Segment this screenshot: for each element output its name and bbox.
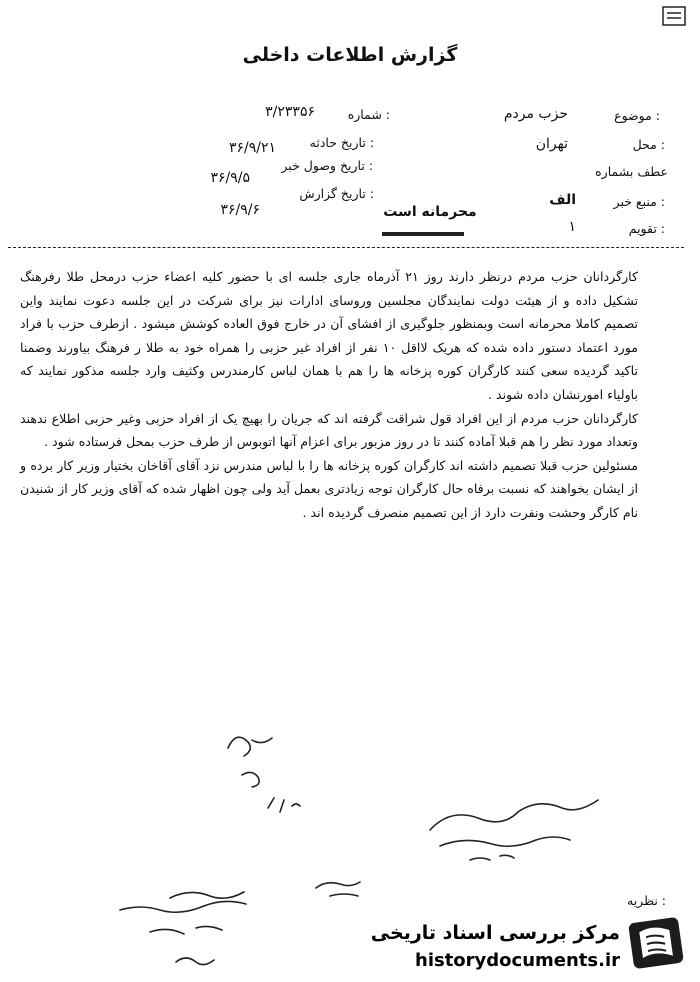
body-paragraph: کارگردانان حزب مردم درنظر دارند روز ۲۱ آذرماه جاری جلسه ای با حضور کلیه اعضاء حزب درمحل طلا رفرهنگ تشکیل داده و از هیئت دولت نمایندگان مجلسین وروسای ادارات نیز برای شرکت در این جلسه دعوت نمایند واین تصمیم کاملا محرمانه است وبمنظور جلوگیری از افشای آن در خارج فوق العاده کوشش میشود . ازطرف حزب با فراد مورد اعتماد دستور داده شده که هریک لااقل ۱۰ نفر از افراد غیر حزبی را همراه خود به طلا ر فرهنگ بیاورند وضمنا تاکید گردیده سعی کنند کارگران کوره پزخانه ها را هم با همان لباس کارمندرس وکثیف وارد جلسه مذکور نمایند که باولیاء امورنشان داده شوند . — [20, 269, 639, 402]
reference-label: عطف بشماره — [595, 164, 668, 179]
place-value: تهران — [535, 136, 568, 152]
subject-value: حزب مردم — [503, 106, 568, 122]
body-paragraph: کارگردانان حزب مردم از این افراد قول شراقت گرفته اند که جریان را بهیچ یک از افراد حزبی وغیر حزبی اطلاع ندهند وتعداد مورد نظر را هم قبلا آماده کنند تا در روز مزبور برای اعزام آنها اتوبوس از طرف حزب بمحل فرستاده شود . — [20, 410, 638, 450]
event-date-value: ۳۶/۹/۲۱ — [228, 140, 276, 156]
event-date-label: تاریخ حادثه : — [309, 135, 374, 150]
body-paragraph: مسئولین حزب قبلا تصمیم داشته اند کارگران کوره پزخانه ها را با لباس مندرس نزد آقای آقاخان بختیار وزیر کار برده و از ایشان بخواهند که نسبت برفاه حال کارگران توجه زیادتری بعمل آید ولی چون اظهار شده که آقای وزیر کار از شنیدن نام کارگر وحشت ونفرت دارد از این تصمیم منصرف گردیده اند . — [20, 457, 638, 520]
number-label: شماره : — [347, 107, 390, 122]
document-title: گزارش اطلاعات داخلی — [242, 44, 458, 66]
logo-icon — [625, 912, 687, 974]
brand-url: historydocuments.ir — [415, 950, 620, 971]
rating-value: ۱ — [568, 219, 576, 235]
report-date-label: تاریخ گزارش : — [299, 186, 374, 201]
source-value: الف — [549, 192, 576, 208]
opinion-label: نظریه : — [627, 893, 666, 908]
brand-name: مرکز بررسی اسناد تاریخی — [370, 922, 620, 944]
source-label: منبع خبر : — [613, 194, 665, 209]
received-date-label: تاریخ وصول خبر : — [281, 158, 373, 173]
rating-label: تقویم : — [628, 221, 665, 236]
classification-label: محرمانه است — [383, 204, 477, 220]
received-date-value: ۳۶/۹/۵ — [210, 170, 250, 186]
report-date-value: ۳۶/۹/۶ — [220, 202, 260, 218]
subject-label: موضوع : — [614, 108, 660, 123]
place-label: محل : — [632, 137, 665, 152]
number-value: ۳/۲۳۳۵۶ — [265, 104, 315, 120]
